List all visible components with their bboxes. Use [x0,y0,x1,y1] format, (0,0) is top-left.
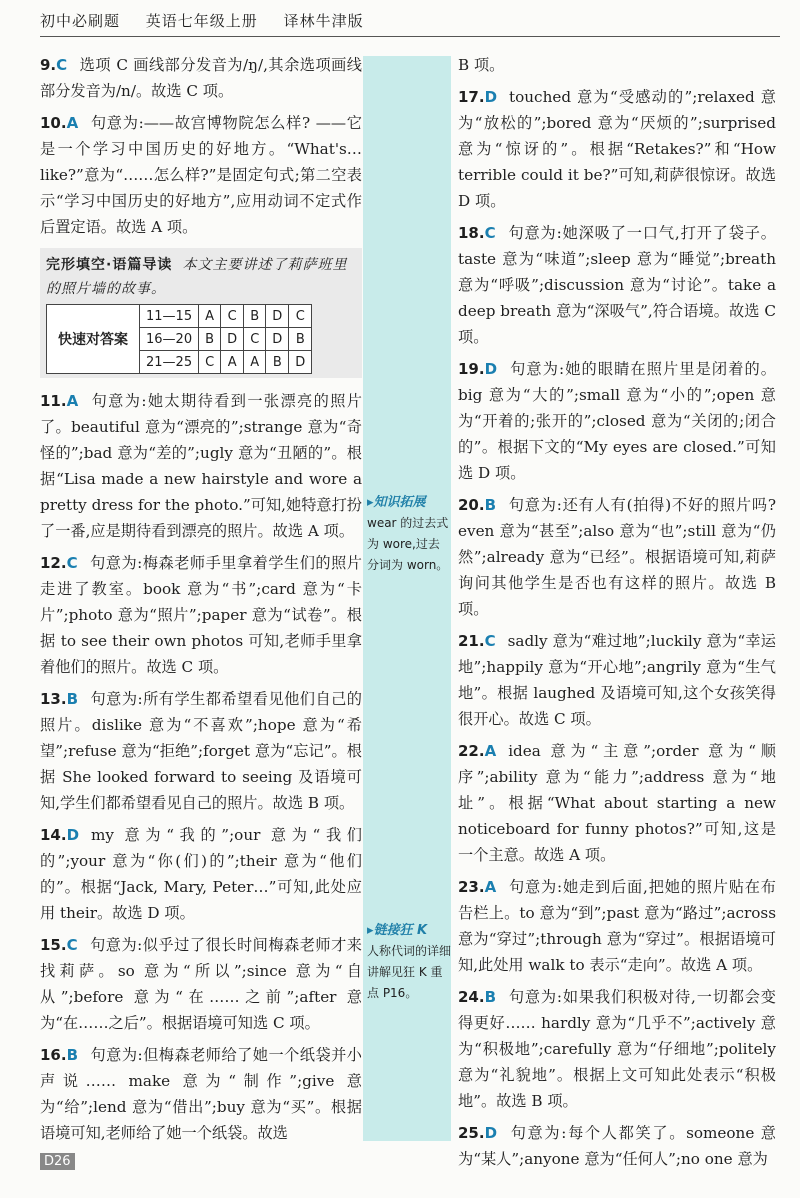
answer-item: 25.D 句意为:每个人都笑了。someone 意为“某人”;anyone 意为“任何人”;no one 意为 [458,1124,776,1168]
cloze-heading [46,252,356,298]
note-text: wear 的过去式为 wore,过去分词为 worn。 [367,516,449,572]
left-column [40,52,362,1152]
cloze-section [40,248,362,378]
section-desc: 本文主要讲述了莉萨班里的照片墙的故事。 [46,257,348,297]
answer-item: 17.D touched 意为“受感动的”;relaxed 意为“放松的”;bored 意为“厌烦的”;surprised 意为“惊讶的”。根据“Retakes?”和“How terrible could it be?”可知,莉萨很惊讶。故选 D 项。 [458,88,776,210]
answer-item: 11.A 句意为:她太期待看到一张漂亮的照片了。beautiful 意为“漂亮的”;strange 意为“奇怪的”;bad 意为“差的”;ugly 意为“丑陋的”。根据“Lisa made a new hairstyle and wore a pretty dress for the photo.”可知,她特意打扮了一番,应是期待看到漂亮的照片。故选 A 项。 [40,392,362,540]
note-text: 人称代词的详细讲解见狂 K 重点 P16。 [367,944,452,1000]
side-note-knowledge [367,492,451,576]
right-column [458,52,776,1178]
table-row: 快速对答案 11—15 A C B D C [47,305,312,328]
answer-item: 13.B 句意为:所有学生都希望看见他们自己的照片。dislike 意为“不喜欢”;hope 意为“希望”;refuse 意为“拒绝”;forget 意为“忘记”。根据 She looked forward to seeing 及语境可知,学生们都希望看见自己的照片。故选 B 项。 [40,690,362,812]
answer-item: 12.C 句意为:梅森老师手里拿着学生们的照片走进了教室。book 意为“书”;card 意为“卡片”;photo 意为“照片”;paper 意为“试卷”。根据 to see their own photos 可知,老师手里拿着他们的照片。故选 C 项。 [40,554,362,676]
answer-item: 21.C sadly 意为“难过地”;luckily 意为“幸运地”;happily 意为“开心地”;angrily 意为“生气地”。根据 laughed 及语境可知,这个女孩笑得很开心。故选 C 项。 [458,632,776,728]
answer-item: 24.B 句意为:如果我们积极对待,一切都会变得更好…… hardly 意为“几乎不”;actively 意为“积极地”;carefully 意为“仔细地”;politely 意为“礼貌地”。根据上文可知此处表示“积极地”。故选 B 项。 [458,988,776,1110]
table-row: 16—20 B D C D B [47,328,312,351]
answer-item: 15.C 句意为:似乎过了很长时间梅森老师才来找莉萨。so 意为“所以”;since 意为“自从”;before 意为“在……之前”;after 意为“在……之后”。根据语境可知选 C 项。 [40,936,362,1032]
answer-item: 20.B 句意为:还有人有(拍得)不好的照片吗? even 意为“甚至”;also 意为“也”;still 意为“仍然”;already 意为“已经”。根据语境可知,莉萨询问其他学生是否也有这样的照片。故选 B 项。 [458,496,776,618]
note-title: 知识拓展 [373,495,426,510]
continued-text: B 项。 [458,56,505,74]
arrow-icon: ▸ [367,495,374,510]
side-note-link [367,920,451,1004]
answer-item: 19.D 句意为:她的眼睛在照片里是闭着的。big 意为“大的”;small 意为“小的”;open 意为“开着的;张开的”;closed 意为“关闭的;闭合的”。根据下文的“My eyes are closed.”可知选 D 项。 [458,360,776,482]
answer-item: 22.A idea 意为“主意”;order 意为“顺序”;ability 意为“能力”;address 意为“地址”。根据“What about starting a new noticeboard for funny photos?”可知,这是一个主意。故选 A 项。 [458,742,776,864]
quick-answer-table [46,304,312,374]
header-edition: 译林牛津版 [283,12,364,30]
arrow-icon: ▸ [367,923,374,938]
page-header [40,6,780,37]
answer-item: 9.C 选项 C 画线部分发音为/ŋ/,其余选项画线部分发音为/n/。故选 C 项。 [40,56,362,100]
section-title: 完形填空·语篇导读 [46,257,173,273]
table-row: 21—25 C A A B D [47,351,312,374]
answer-item: 10.A 句意为:——故宫博物院怎么样? ——它是一个学习中国历史的好地方。“What's… like?”意为“……怎么样?”是固定句式;第二空表示“学习中国历史的好地方”,应用动词不定式作后置定语。故选 A 项。 [40,114,362,236]
answer-item: 16.B 句意为:但梅森老师给了她一个纸袋并小声说…… make 意为“制作”;give 意为“给”;lend 意为“借出”;buy 意为“买”。根据语境可知,老师给了她一个纸袋。故选 [40,1046,362,1142]
page-number: D26 [40,1153,75,1170]
header-subject: 英语七年级上册 [145,12,258,30]
note-title: 链接狂 K [373,923,428,938]
answer-item: 14.D my 意为“我的”;our 意为“我们的”;your 意为“你(们)的”;their 意为“他们的”。根据“Jack, Mary, Peter…”可知,此处应用 their。故选 D 项。 [40,826,362,922]
answer-item: 18.C 句意为:她深吸了一口气,打开了袋子。taste 意为“味道”;sleep 意为“睡觉”;breath 意为“呼吸”;discussion 意为“讨论”。take a deep breath 意为“深吸气”,符合语境。故选 C 项。 [458,224,776,346]
header-book: 初中必刷题 [40,12,121,30]
table-label: 快速对答案 [47,305,140,374]
answer-item: 23.A 句意为:她走到后面,把她的照片贴在布告栏上。to 意为“到”;past 意为“路过”;across 意为“穿过”;through 意为“穿过”。根据语境可知,此处用 walk to 表示“走向”。故选 A 项。 [458,878,776,974]
